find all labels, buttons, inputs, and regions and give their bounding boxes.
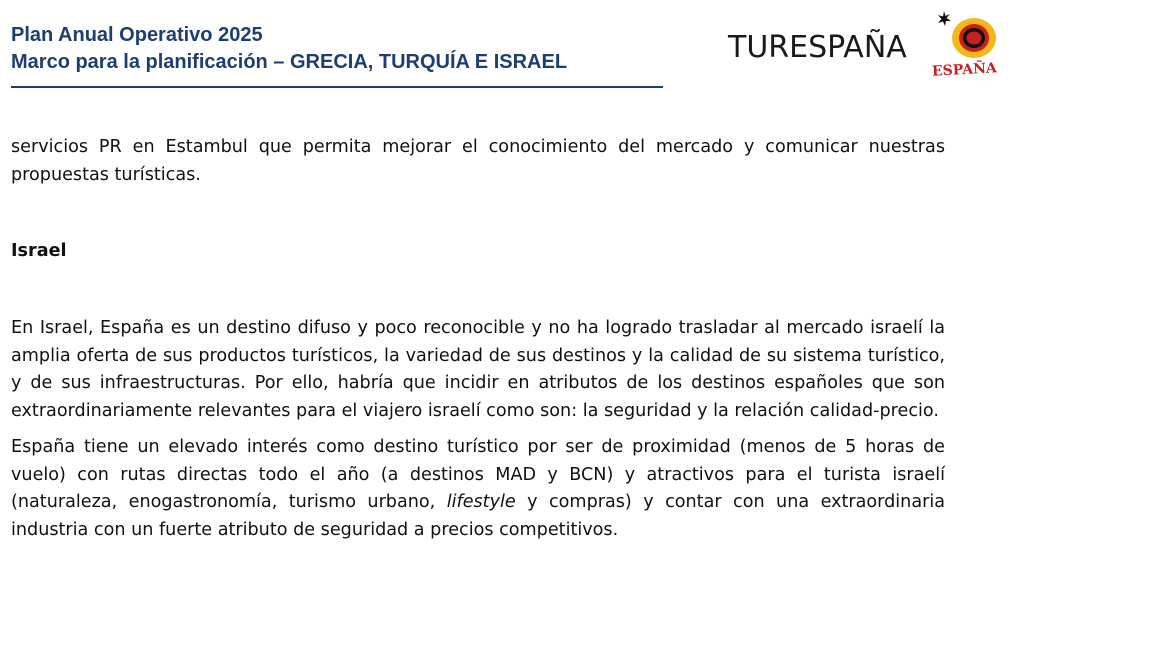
header-divider bbox=[11, 86, 663, 88]
document-body bbox=[11, 134, 946, 540]
paragraph-2-italic-term: lifestyle bbox=[446, 492, 516, 512]
paragraph-2-text-start: España tiene un elevado interés como destino turístico por ser de proximidad (menos de 5 horas de vuelo) con rutas directas todo el año (a destinos MAD y BCN) y atractivos para el turista israelí (naturaleza, enogastronomía, turismo urbano, bbox=[11, 437, 945, 512]
espana-logo-lettering: ESPAÑA bbox=[931, 60, 998, 80]
document-subtitle: Marco para la planificación – GRECIA, TURQUÍA E ISRAEL bbox=[11, 51, 568, 73]
page-header bbox=[0, 0, 1152, 100]
document-title: Plan Anual Operativo 2025 bbox=[11, 24, 263, 46]
header-titles bbox=[11, 22, 567, 76]
paragraph-2-text-end: y compras) y contar con una extraordinaria industria con un fuerte atributo de seguridad a precios competitivos. bbox=[11, 492, 946, 540]
continued-paragraph: servicios PR en Estambul que permita mejorar el conocimiento del mercado y comunicar nuestras propuestas turísticas. bbox=[11, 137, 945, 185]
israel-paragraph-2 bbox=[11, 434, 945, 544]
espana-logo bbox=[930, 8, 1008, 88]
section-heading-israel: Israel bbox=[11, 241, 67, 261]
israel-paragraph-1: En Israel, España es un destino difuso y poco reconocible y no ha logrado trasladar al mercado israelí la amplia oferta de sus productos turísticos, la variedad de sus destinos y la calidad de su sistema turístico, y de sus infraestructuras. Por ello, habría que incidir en atributos de los destinos españoles que son extraordinariamente relevantes para el viajero israelí como son: la seguridad y la relación calidad-precio. bbox=[11, 318, 945, 421]
turespana-wordmark: TURESPAÑA bbox=[728, 30, 907, 65]
